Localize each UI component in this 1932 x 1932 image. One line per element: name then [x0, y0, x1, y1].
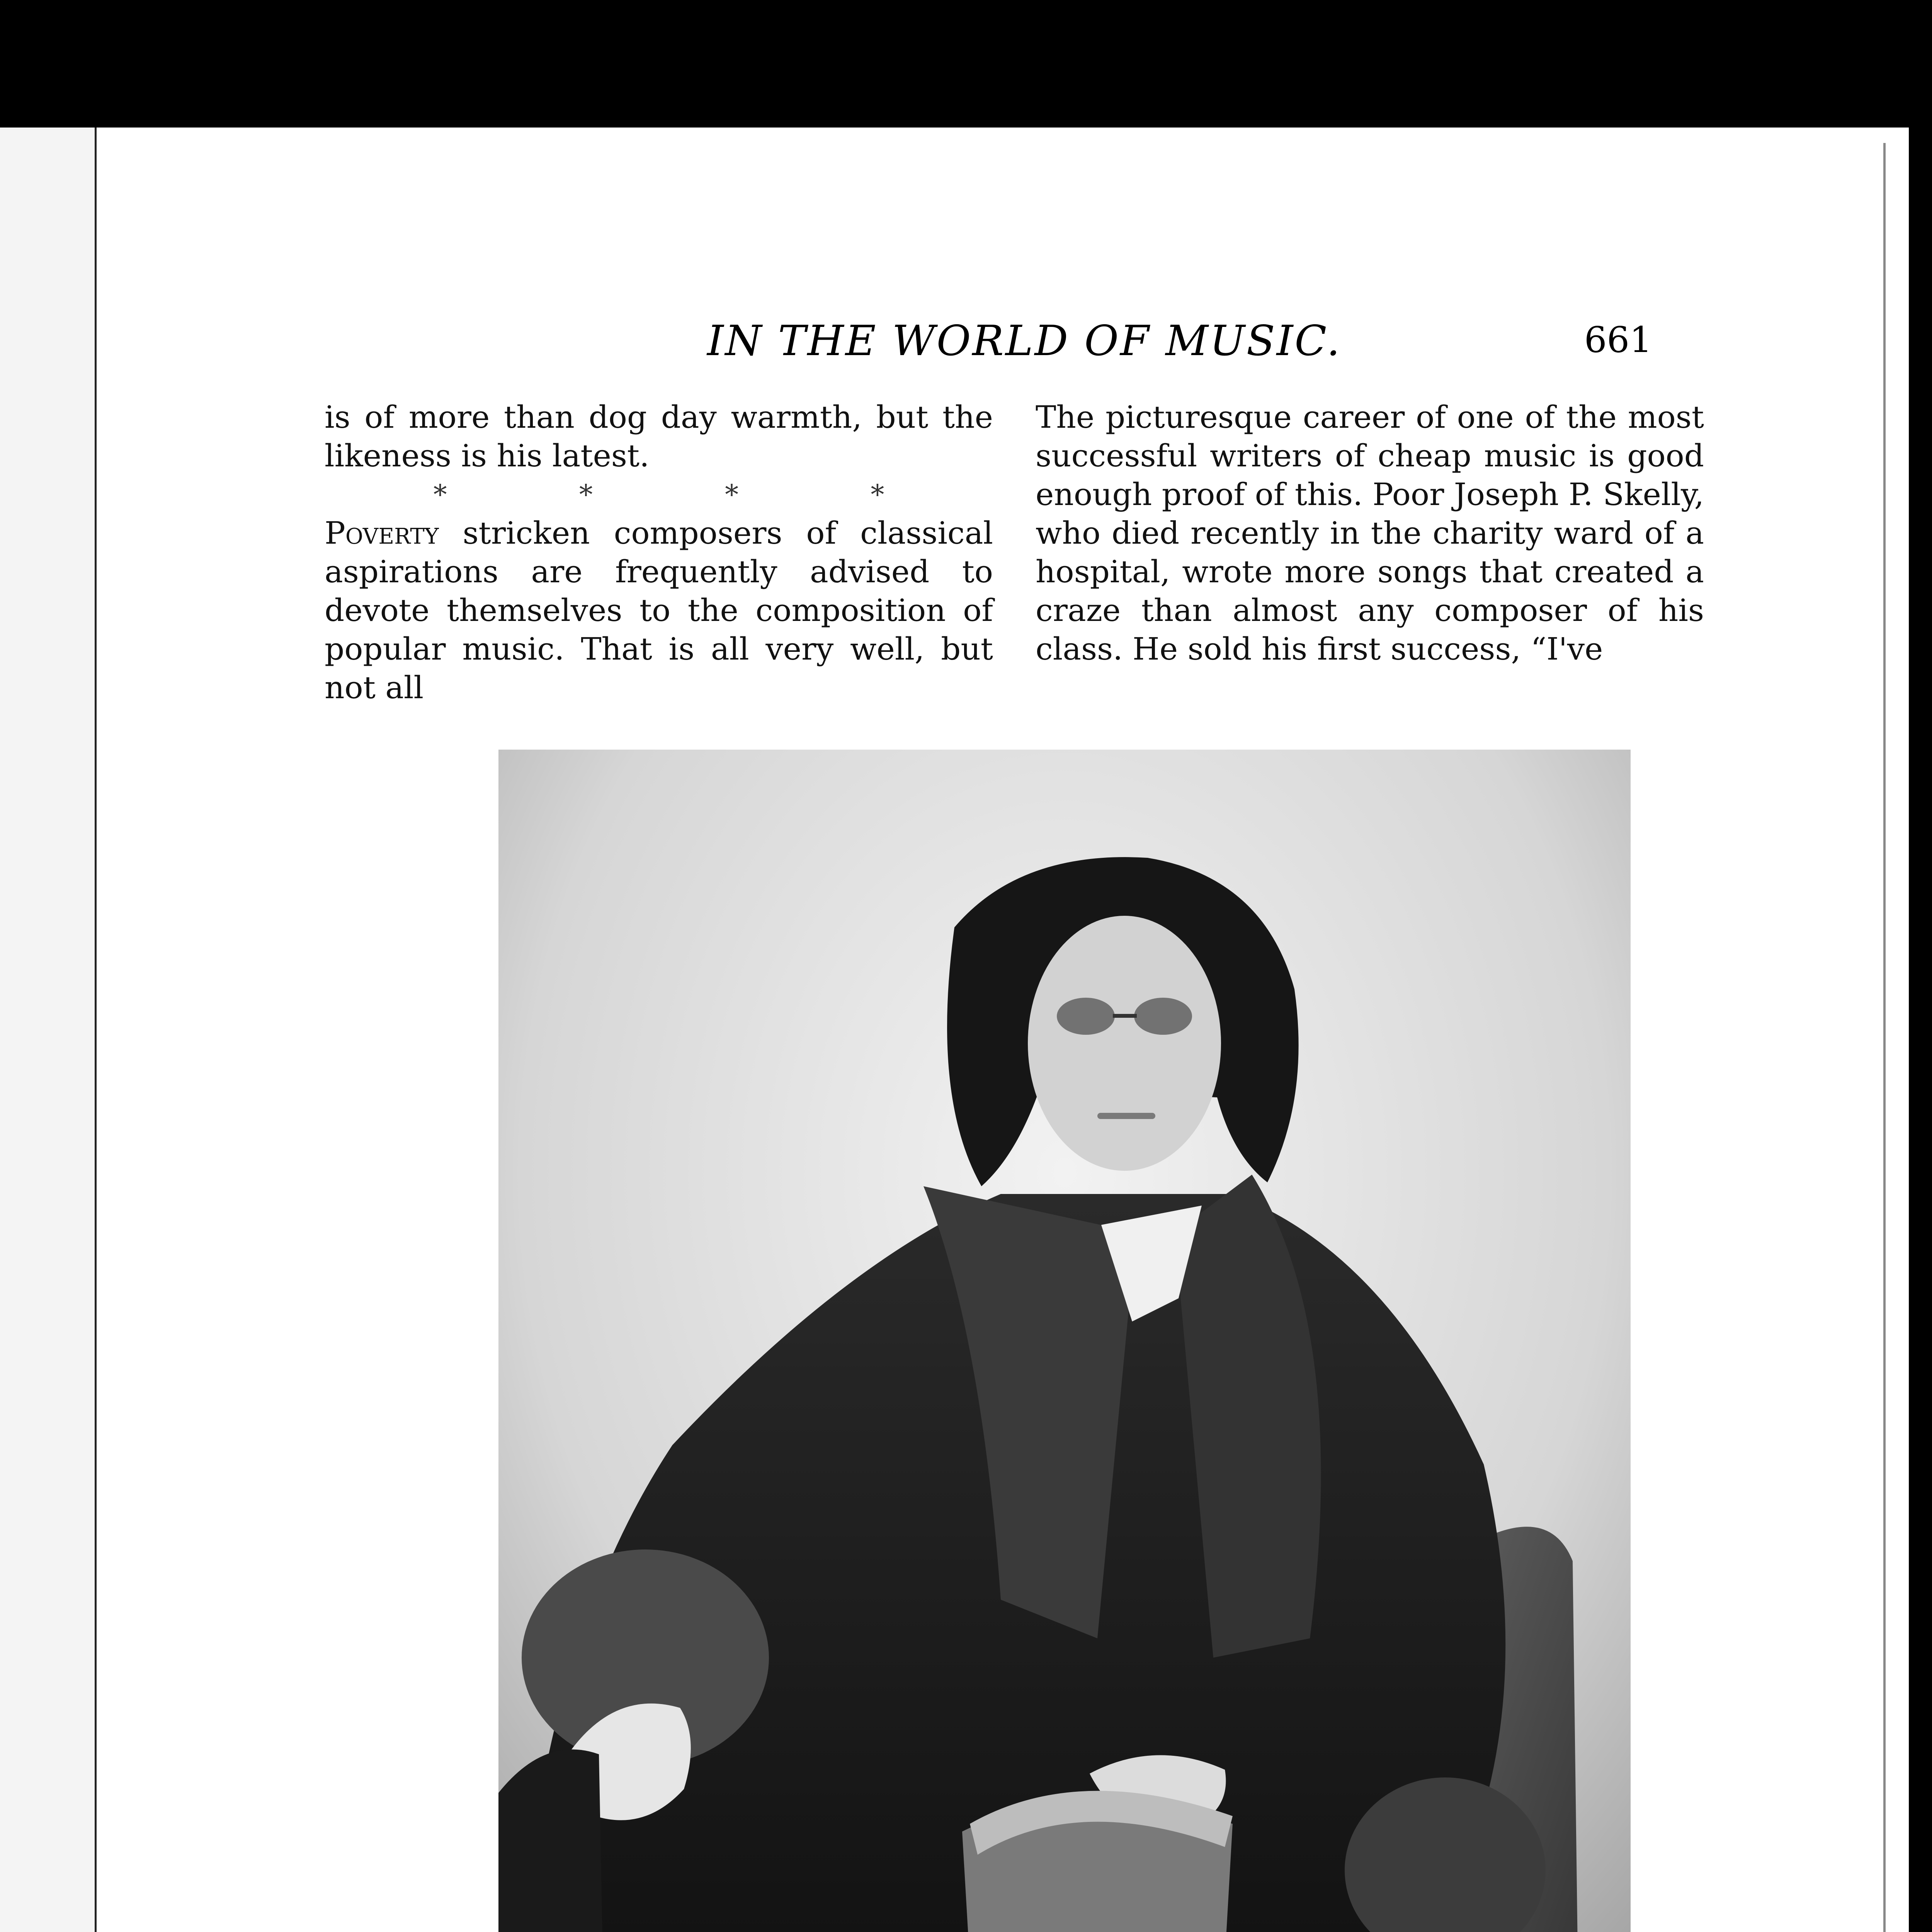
lead-word: Poverty [325, 515, 439, 551]
paragraph-text: stricken composers of classical aspirations are frequently advised to devote themselves to the composition of popular music. That is all very well, but not all [325, 515, 993, 706]
running-title: IN THE WORLD OF MUSIC. [707, 317, 1342, 365]
text-column-top-left [325, 398, 993, 707]
paragraph [325, 514, 993, 707]
text-column-top-right [1036, 398, 1704, 668]
section-break: * * * * [433, 479, 946, 510]
facing-page-edge [0, 128, 97, 1932]
paragraph: is of more than dog day warmth, but the likeness is his latest. [325, 399, 993, 474]
magazine-page [97, 128, 1909, 1932]
page-header [97, 317, 1909, 379]
paragraph: The picturesque career of one of the most successful writers of cheap music is good enough proof of this. Poor Joseph P. Skelly, who died recently in the charity ward of a hospital, wrote more songs that created a craze than almost any composer of his class. He sold his first success, “I've [1036, 399, 1704, 667]
page-number: 661 [1584, 319, 1652, 361]
portrait-photograph [498, 750, 1631, 1932]
